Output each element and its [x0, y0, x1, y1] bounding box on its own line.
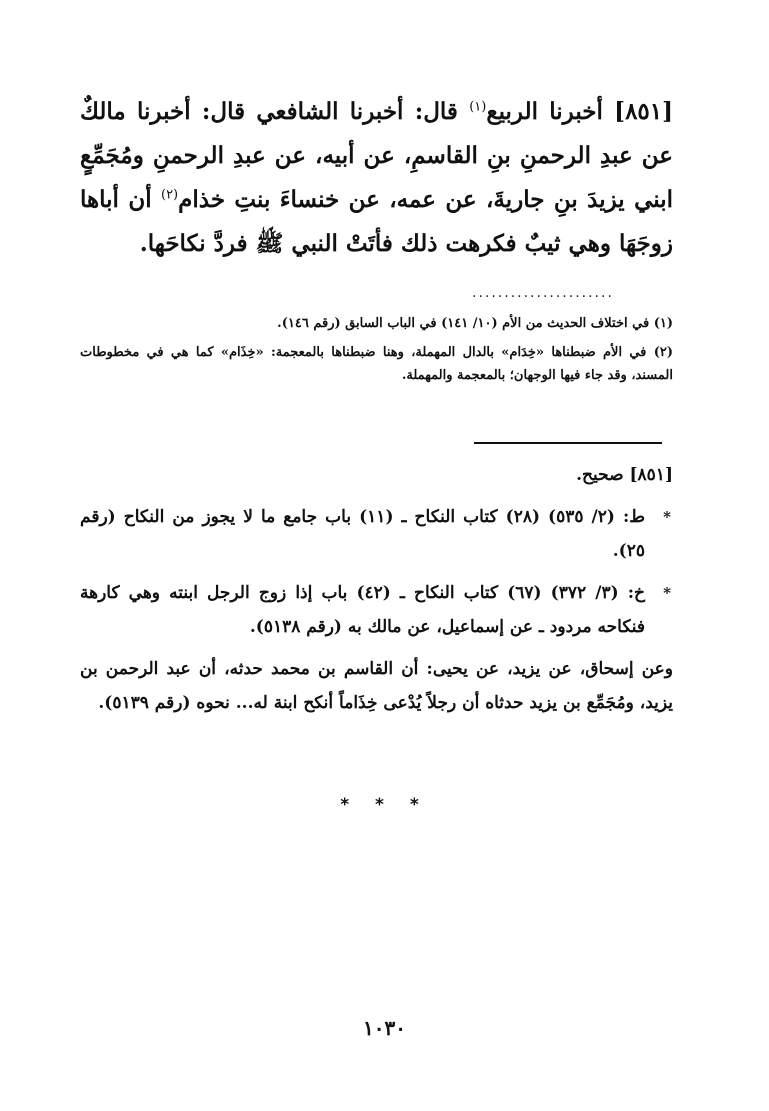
takhrij-item-text: ط: (٢/ ٥٣٥) (٢٨) كتاب النكاح ـ (١١) باب جامع ما لا يجوز من النكاح (رقم ٢٥). — [80, 507, 645, 561]
end-ornament: * * * — [340, 795, 429, 815]
footnote-2: (٢) في الأم ضبطناها «خِدَام» بالدال المهملة، وهنا ضبطناها بالمعجمة: «خِذَام» كما هي في مخطوطات المسند، وقد جاء فيها الوجهان؛ بالمعجمة والمهملة. — [80, 345, 673, 383]
star-bullet-icon: * — [663, 508, 671, 526]
footnote-ref-2[interactable]: (٢) — [160, 187, 179, 203]
footnote-ref-1[interactable]: (١) — [469, 99, 487, 115]
star-bullet-icon: * — [663, 584, 671, 602]
section-divider — [474, 442, 662, 444]
hadith-text-part-3: أن أباها زوجَهَا وهي ثيبٌ فكرهت ذلك فأتَتْ النبي ﷺ فردَّ نكاحَها. — [80, 186, 673, 257]
hadith-text-part-2: قال: أخبرنا الشافعي قال: أخبرنا مالكٌ عن عبدِ الرحمنِ بنِ القاسمِ، عن أبيه، عن عبدِ الرحمنِ ومُجَمِّعٍ ابني يزيدَ بنِ جاريةَ، عن عمه، عن خنساءَ بنتِ خذام — [80, 98, 673, 213]
hadith-text-part-1: [٨٥١] أخبرنا الربيع — [486, 98, 674, 125]
takhrij-grade: [٨٥١] صحيح. — [576, 465, 673, 485]
footnote-separator: ...................... — [472, 285, 614, 301]
takhrij-item-text: خ: (٣/ ٣٧٢) (٦٧) كتاب النكاح ـ (٤٢) باب إذا زوج الرجل ابنته وهي كارهة فنكاحه مردود ـ عن إسماعيل، عن مالك به (رقم ٥١٣٨). — [80, 583, 645, 637]
page-number: ١٠٣٠ — [363, 1016, 406, 1040]
takhrij-section — [80, 458, 673, 728]
footnotes — [80, 312, 673, 393]
takhrij-item-bukhari — [80, 576, 673, 644]
takhrij-additional-chain: وعن إسحاق، عن يزيد، عن يحيى: أن القاسم بن محمد حدثه، أن عبد الرحمن بن يزيد، ومُجَمِّع بن يزيد حدثاه أن رجلاً يُدْعى خِذَاماً أنكح ابنة له... نحوه (رقم ٥١٣٩). — [80, 659, 673, 713]
takhrij-item-muwatta — [80, 500, 673, 568]
footnote-1: (١) في اختلاف الحديث من الأم (١٠/ ١٤١) في الباب السابق (رقم ١٤٦). — [277, 316, 673, 331]
hadith-text — [80, 90, 673, 266]
